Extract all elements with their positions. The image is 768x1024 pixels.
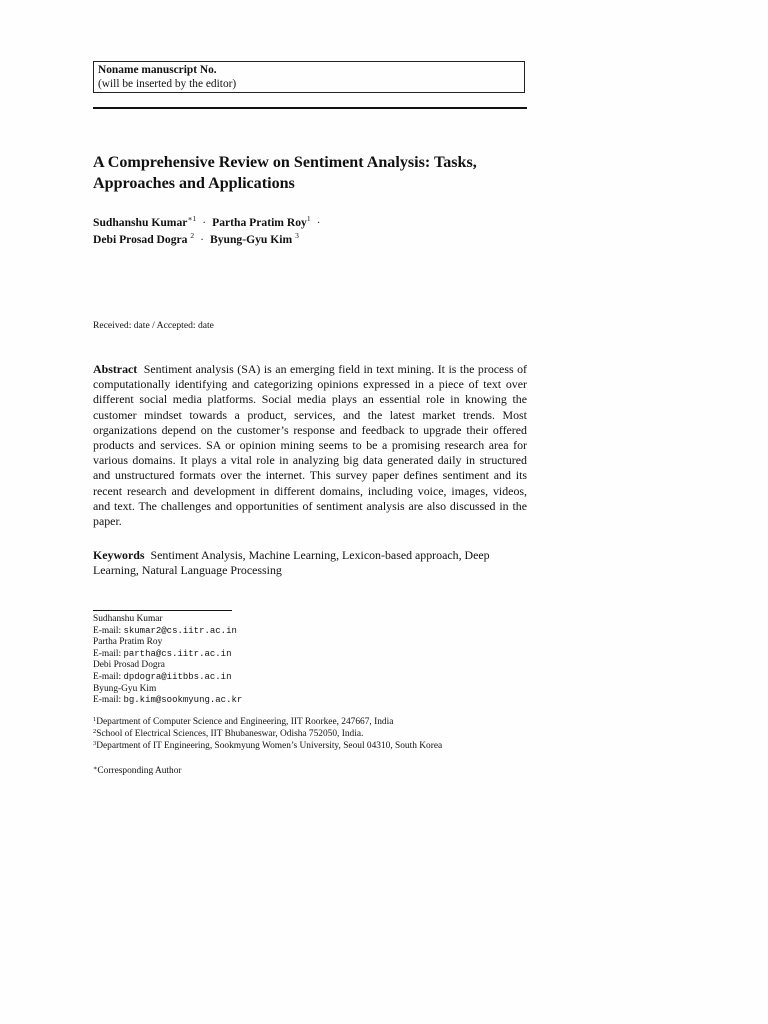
contact-name: Debi Prosad Dogra <box>93 660 165 671</box>
author-line-1 <box>93 214 533 231</box>
contact-email-line: E-mail: partha@cs.iitr.ac.in <box>93 648 232 659</box>
contact-email[interactable]: skumar2@cs.iitr.ac.in <box>123 625 237 636</box>
title-line-2: Approaches and Applications <box>93 175 295 192</box>
affiliation-number: 2 <box>93 727 97 735</box>
abstract-label: Abstract <box>93 362 138 376</box>
title-line-1: A Comprehensive Review on Sentiment Analysis: Tasks, <box>93 154 477 171</box>
contact-name: Partha Pratim Roy <box>93 637 163 648</box>
affiliation-text: School of Electrical Sciences, IIT Bhubaneswar, Odisha 752050, India. <box>96 728 364 739</box>
author-marker: 1 <box>306 214 311 223</box>
abstract-text: Sentiment analysis (SA) is an emerging field in text mining. It is the process of computationally identifying and categorizing opinions expressed in a piece of text over different social media platforms. Social media plays an essential role in knowing the customer mindset towards a product, services, and the latest market trends. Most organizations depend on the customer’s response and feedback to upgrade their offered products and services. SA or opinion mining seems to be a promising research area for various domains. It plays a vital role in analyzing big data generated daily in structured and unstructured formats over the internet. This survey paper defines sentiment and its recent research and development in different domains, including voice, images, videos, and text. The challenges and opportunities of sentiment analysis are also discussed in the paper. <box>93 362 527 529</box>
header-rule <box>93 107 527 109</box>
author-separator: · <box>202 216 207 229</box>
footnote-rule <box>93 610 232 611</box>
contact-email[interactable]: dpdogra@iitbbs.ac.in <box>123 671 232 682</box>
author-name: Debi Prosad Dogra <box>93 233 188 246</box>
manuscript-number-label: Noname manuscript No. <box>98 64 217 76</box>
affiliation-item <box>93 729 442 741</box>
author-list <box>93 214 533 248</box>
corresponding-marker: ∗ <box>93 765 98 772</box>
affiliation-number: 3 <box>93 739 97 747</box>
author-marker: ∗1 <box>187 214 197 223</box>
affiliation-item <box>93 741 442 753</box>
author-name: Sudhanshu Kumar <box>93 216 188 229</box>
received-date: Received: date / Accepted: date <box>93 320 214 331</box>
contact-name: Sudhanshu Kumar <box>93 614 163 624</box>
keywords-section <box>93 548 527 578</box>
affiliation-item <box>93 717 442 729</box>
corresponding-text: Corresponding Author <box>97 766 182 776</box>
author-marker: 2 <box>190 231 195 240</box>
contact-name: Byung-Gyu Kim <box>93 683 157 694</box>
author-separator: · <box>200 233 204 246</box>
author-marker: 3 <box>295 231 299 240</box>
author-contacts <box>93 614 242 707</box>
contact-email[interactable]: bg.kim@sookmyung.ac.kr <box>123 695 243 706</box>
author-name: Byung-Gyu Kim <box>210 233 293 246</box>
contact-email[interactable]: partha@cs.iitr.ac.in <box>123 648 232 659</box>
keywords-label: Keywords <box>93 548 145 562</box>
abstract-section <box>93 362 527 529</box>
contact-email-line: E-mail: skumar2@cs.iitr.ac.in <box>93 625 237 636</box>
affiliation-text: Department of IT Engineering, Sookmyung Women’s University, Seoul 04310, South Korea <box>96 740 443 751</box>
manuscript-number-box <box>93 61 525 93</box>
contact-email-line: E-mail: dpdogra@iitbbs.ac.in <box>93 671 232 682</box>
author-separator: · <box>316 216 321 229</box>
corresponding-author-note <box>93 765 182 777</box>
paper-title <box>93 152 533 194</box>
affiliations <box>93 717 442 752</box>
author-name: Partha Pratim Roy <box>212 216 307 229</box>
affiliation-text: Department of Computer Science and Engineering, IIT Roorkee, 247667, India <box>96 717 394 727</box>
author-line-2 <box>93 231 533 248</box>
keywords-text: Sentiment Analysis, Machine Learning, Lexicon-based approach, Deep Learning, Natural Language Processing <box>93 548 490 578</box>
manuscript-editor-note: (will be inserted by the editor) <box>98 78 237 90</box>
affiliation-number: 1 <box>93 716 97 723</box>
contact-email-line: E-mail: bg.kim@sookmyung.ac.kr <box>93 695 243 706</box>
